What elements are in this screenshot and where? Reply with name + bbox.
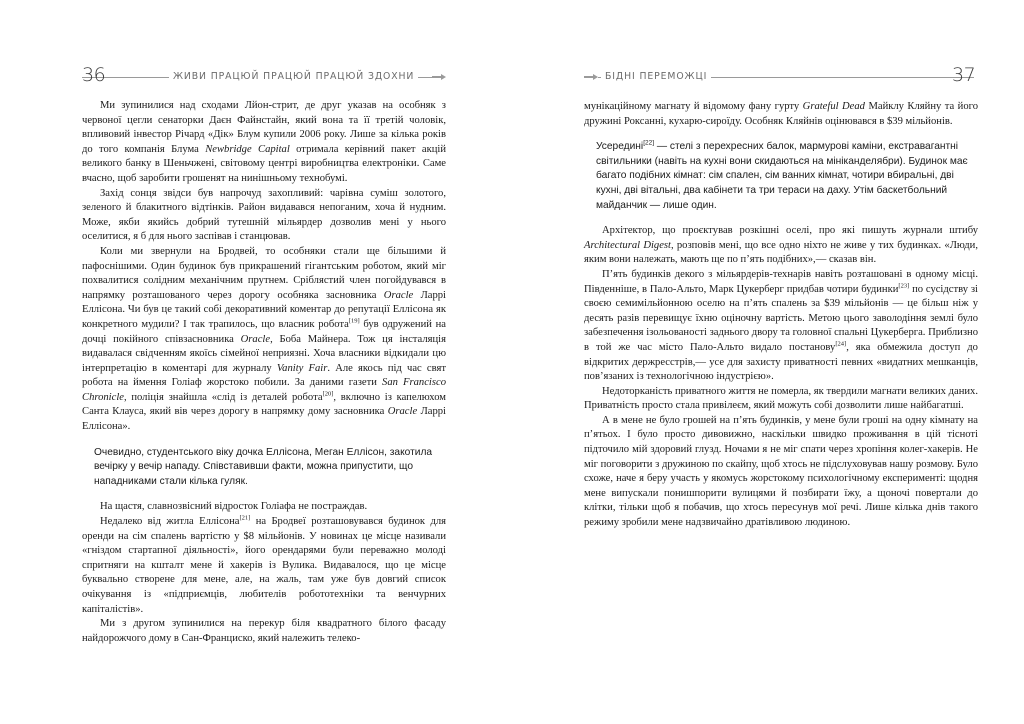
running-head-title: ЖИВИ ПРАЦЮЙ ПРАЦЮЙ ПРАЦЮЙ ЗДОХНИ (169, 71, 418, 82)
page-number: 36 (82, 64, 106, 86)
right-page (512, 0, 1024, 724)
running-head-title: БІДНІ ПЕРЕМОЖЦІ (601, 71, 711, 82)
block-quote: Очевидно, студентського віку дочка Еллісона, Меган Еллісон, закотила вечірку у вечір нападу. Співставивши факти, можна припустити, що нападниками стали кілька гуляк. (94, 446, 433, 487)
body-text (584, 100, 978, 531)
block-quote: Усередині[22] — стелі з перехресних балок, мармурові каміни, екстравагантні світильники (навіть на кухні вони скидаються на мінікандел‌ябри). Будинок має багато подібних кімнат: сім спален, сім ванних кімнат, чотири вбиральні, дві кухні, дві вітальні, два кабінети та три тераси на даху. Утім баскетбольний майданчик — лише один. (596, 139, 968, 211)
paragraph: Ми зупинилися над сходами Лйон-стрит, де друг указав на особняк з червоної цегли сенаторки Даєн Файнстайн, який вона та її третій чоловік, впливовий інвестор Річард «Дік» Блум купили 2006 року. Лише за кілька років до того компанія Блума Newbridge Capital отримала керівний пакет акцій великого банку в Шеньчжені, світовому центрі виробництва електроніки. Саме вчасно, щоб заробити грошенят на нинішньому технобумі. (82, 100, 446, 184)
paragraph: Недоторканість приватного життя не померла, як твердили магнати великих даних. Приватність просто стала привілеєм, який можуть собі дозволити лише найбагатші. (584, 385, 978, 412)
paragraph: Коли ми звернули на Бродвей, то особняки стали ще більшими й пафоснішими. Один будинок був прикрашений гігантським роботом, який міг похвалитися солідним механічним прутнем. Сріблястий член погойдувався в напрямку розташованого через дорогу особняка засновника Oracle Ларрі Еллісона. Чи був це такий собі декоративний коментар до репутації Еллісона як конкретного мудили? І так трапилось, що власник робота[19] був одружений на дочці покійного співзасновника Oracle, Боба Майнера. Тож ця інсталяція видавалася свідченням якоїсь сімейної неприязні. Хоча власники відкидали цю інтерпретацію в коментарі для журналу Vanity Fair. Але якось під час свят робота на ймення Голіаф жорстоко побили. За даними газети San Francisco Chronicle, поліція знайшла «слід із деталей робота[20], включно із капелюхом Санта Клауса, який вів через дорогу в напрямку дому засновника Oracle Ларрі Еллісона». (82, 245, 447, 433)
paragraph: Архітектор, що проєктував розкішні оселі, про які пишуть журнали штибу Architectural Digest, розповів мені, що все одно ніхто не живе у тих будинках. «Люди, яким вони належать, мають ще по п’ять подібних»,— сказав він. (584, 225, 979, 266)
paragraph: Недалеко від житла Еллісона[21] на Бродвеї розташовувався будинок для оренди на сім спалень вартістю у $8 мільйонів. У новинах це місце називали «гніздом стартапної діяльності», його орендарями були переважно молоді спритняги на кшталт мене й хакерів із Вулика. Видавалося, що це місце буквально створене для мене, але, на жаль, там уже був довгий список очікування із «підприємців, любителів робототехніки та венчурних капіталістів». (82, 514, 446, 615)
paragraph: Захід сонця звідси був напрочуд захопливий: чарівна суміш золотого, зеленого й блакитного відтінків. Район видавався непоганим, хоча й нудним. Може, якби якийсь добрий тутешній мільярдер дозволив мені у нього оселитися, я б для нього заспівав і станцював. (82, 187, 446, 243)
paragraph: А в мене не було грошей на п’ять будинків, у мене були гроші на одну кімнату на п’ятьох. І було просто дивовижно, наскільки швидко проживання в цій тісноті підточило мій здоровий глузд. Ночами я не міг спати через хропіння колег-хакерів. Не міг поговорити з дружиною по скайпу, щоб хтось не підслуховував нашу розмову. Було схоже, наче я беру участь у якомусь жорстокому психологічному експерименті: щодня мене випускали понишпорити вулицями й позбирати їжу, а щоночі повертали до клітки, тільки щоб я побачив, що хтось пересунув мої речі. Лише кілька днів такого режиму зробили мене надзвичайно дратівливою людиною. (584, 414, 978, 529)
arrow-right-icon (584, 74, 598, 80)
paragraph: Ми з другом зупинилися на перекур біля квадратного білого фасаду найдорожчого дому в Сан-Франциско, який належить телеко- (82, 618, 446, 644)
paragraph: мунікаційному магнату й відомому фану гурту Grateful Dead Майклу Кляйну та його дружині Роксанні, кухарю-сироїду. Особняк Кляйнів оцінювався в $39 мільйонів. (584, 101, 978, 127)
paragraph: На щастя, славнозвісний відросток Голіафа не постраждав. (100, 501, 368, 513)
arrow-right-icon (432, 74, 446, 80)
body-text (82, 99, 446, 646)
paragraph: П’ять будинків декого з мільярдерів-технарів навіть розташовані в одному місці. Південніше, в Пало-Альто, Марк Цукерберг придбав чотири будинки[23] по сусідству зі своєю семимільйонною оселю на п’ять спалень за $39 мільйонів — це більш ніж у десять разів перевищує їхню оціночну вартість. Метою цього заволодіння землі було забезпечення ізольованості заднього двору та головної спальні Цукерберга. Приблизно в той же час місто Пало-Альто видало постанову[24], яка обмежила доступ до відкритих держресстрів,— усе для захисту приватності певних «видатних мешканців, пов’язаних із технологічною індустрією». (584, 268, 978, 383)
page-number: 37 (952, 64, 976, 86)
